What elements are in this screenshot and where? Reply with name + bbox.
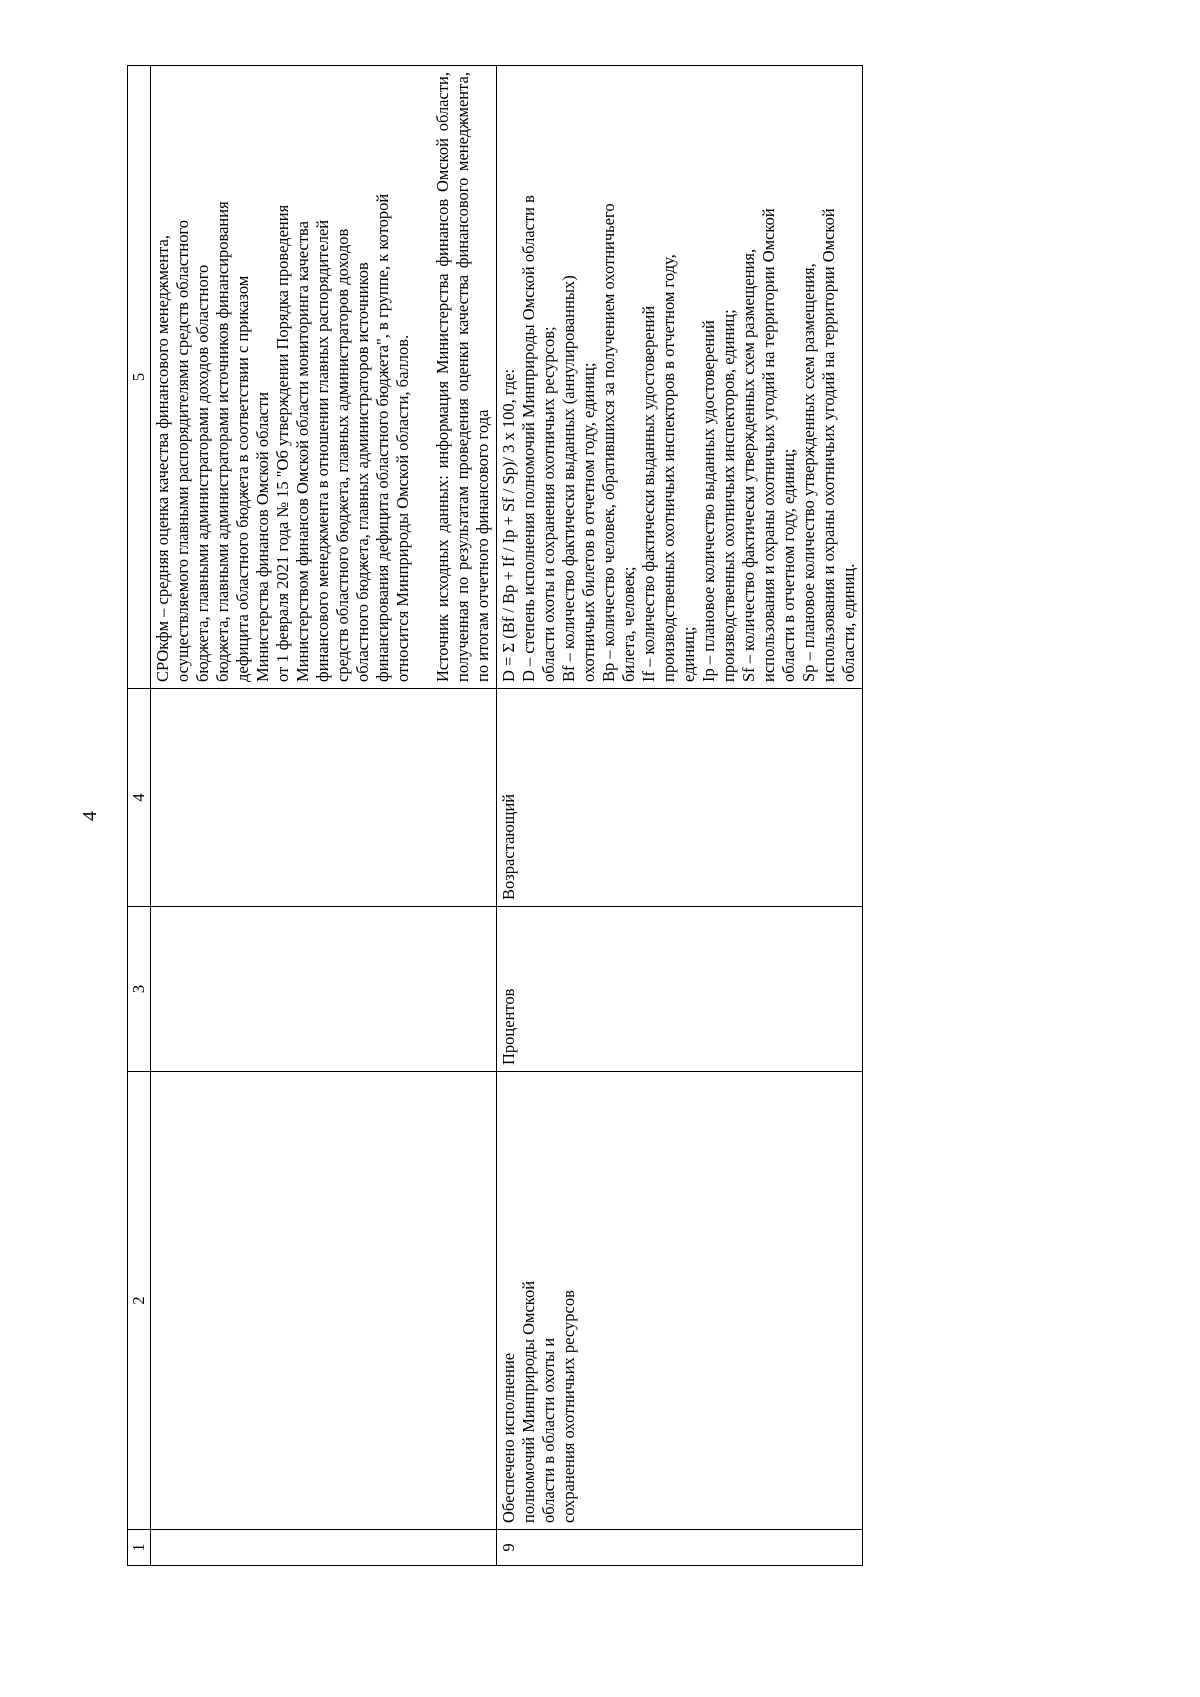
method-line: охотничьих билетов в отчетном году, единиц; [579,362,598,682]
method-line: единиц; [679,626,698,682]
method-cell [497,66,863,689]
method-line: Bf – количество фактически выданных (аннулированных) [559,275,578,682]
column-header-4: 4 [128,689,151,907]
method-line: СРОкфм – средняя оценка качества финансового менеджмента, [153,235,172,682]
method-line: областного бюджета, главных администраторов источников [353,262,372,682]
column-header-2: 2 [128,1072,151,1530]
method-line: области охоты и сохранения охотничьих ресурсов; [539,326,558,682]
method-line: производственных охотничьих инспекторов, единиц; [719,309,738,682]
method-line: относится Минприроды Омской области, баллов. [393,334,412,682]
method-cell [151,66,497,689]
unit-cell: Процентов [497,907,863,1072]
method-line: Ip – плановое количество выданных удостоверений [699,320,718,682]
method-line: бюджета, главными администраторами доходов областного [193,264,212,682]
indicator-name-cell [151,1072,497,1530]
method-line: If – количество фактически выданных удостоверений [639,305,658,682]
method-line: финансового менеджмента в отношении главных распорядителей [313,219,332,682]
column-header-5: 5 [128,66,151,689]
row-number-cell: 9 [497,1530,863,1566]
method-line: бюджета, главными администраторами источников финансирования [213,201,232,682]
method-line: финансирования дефицита областного бюджета", в группе, к которой [373,193,392,682]
unit-cell [151,907,497,1072]
indicator-name-line: полномочий Минприроды Омской [519,1280,538,1523]
table-row [151,66,497,1566]
method-line: D – степень исполнения полномочий Минприроды Омской области в [519,195,538,682]
indicator-name-line: сохранения охотничьих ресурсов [559,1290,578,1523]
method-line: использования и охраны охотничьих угодий на территории Омской [759,208,778,682]
method-line: Министерством финансов Омской области мониторинга качества [293,221,312,682]
trend-cell: Возрастающий [497,689,863,907]
method-line: Sf – количество фактически утвержденных схем размещения, [739,248,758,682]
method-line: Sp – плановое количество утвержденных схем размещения, [799,263,818,682]
method-line: осуществляемого главными распорядителями средств областного [173,219,192,682]
method-formula-description [153,72,413,682]
data-source-paragraph: Источник исходных данных: информация Министерства финансов Омской области, полученная по результатам проведения оценки качества финансового менеджмента, по итогам отчетного финансового года [433,72,492,682]
indicator-name-line: Обеспечено исполнение [499,1352,518,1523]
column-header-3: 3 [128,907,151,1072]
method-line: производственных охотничьих инспекторов в отчетном году, [659,254,678,682]
method-line: области, единиц. [839,563,858,682]
method-formula: D = Σ (Bf / Bp + If / Ip + Sf / Sp)/ 3 x 100, где: [499,368,518,682]
indicator-name-line: области в области охоты и [539,1337,558,1523]
method-line: Министерства финансов Омской области [253,391,272,682]
column-number-row [128,66,151,1566]
method-line: билета, человек; [619,566,638,682]
table-row [497,66,863,1566]
method-line: средств областного бюджета, главных администраторов доходов [333,228,352,682]
rotated-table-container [127,66,863,1566]
column-header-1: 1 [128,1530,151,1566]
method-line: области в отчетном году, единиц; [779,448,798,682]
indicators-table [127,65,863,1566]
trend-cell [151,689,497,907]
page-number: 4 [79,811,101,821]
row-number-cell [151,1530,497,1566]
method-line: использования и охраны охотничьих угодий на территории Омской [819,208,838,682]
method-line: дефицита областного бюджета в соответствии с приказом [233,275,252,682]
method-line: от 1 февраля 2021 года № 15 "Об утверждении Порядка проведения [273,204,292,682]
method-line: Bp – количество человек, обратившихся за получением охотничьего [599,203,618,682]
indicator-name-cell [497,1072,863,1530]
